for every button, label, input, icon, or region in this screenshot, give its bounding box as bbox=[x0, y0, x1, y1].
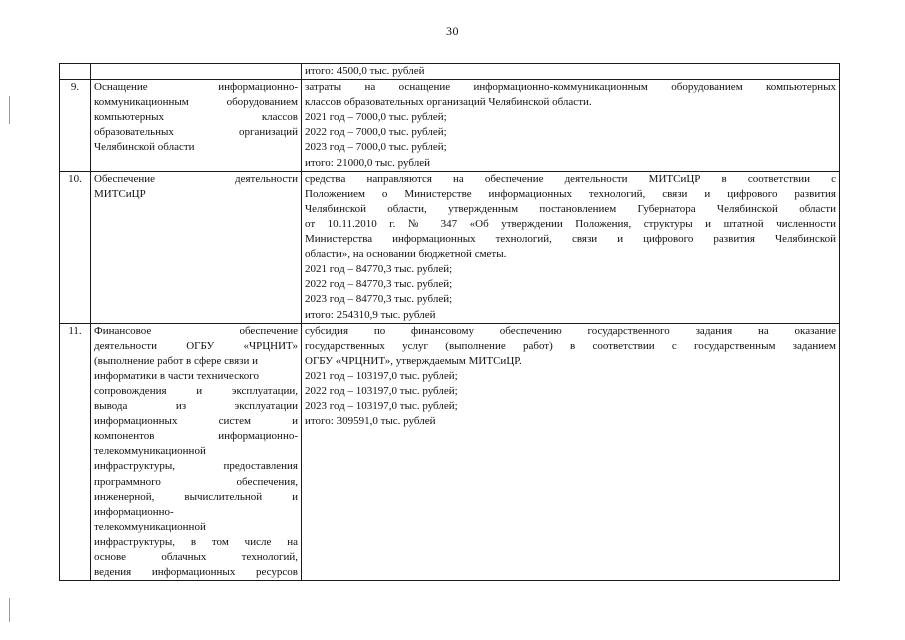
description-line: ОГБУ «ЧРЦНИТ», утверждаемым МИТСиЦР. bbox=[305, 354, 522, 367]
name-line: инфраструктуры, предоставления bbox=[94, 460, 298, 473]
activity-description-cell bbox=[302, 80, 840, 172]
description-line: Министерства информационных технологий, связи и цифрового развития Челябинской bbox=[305, 233, 836, 246]
description-line: 2022 год – 103197,0 тыс. рублей; bbox=[305, 384, 458, 397]
activity-description-cell bbox=[302, 64, 840, 80]
description-line: 2023 год – 103197,0 тыс. рублей; bbox=[305, 400, 458, 413]
name-line: ведения информационных ресурсов bbox=[94, 566, 298, 579]
name-line: Обеспечение деятельности bbox=[94, 172, 298, 185]
description-line: затраты на оснащение информационно-коммуникационным оборудованием компьютерных bbox=[305, 81, 836, 94]
name-line: (выполнение работ в сфере связи и bbox=[94, 354, 259, 367]
name-line: Челябинской области bbox=[94, 141, 195, 154]
name-line: компьютерных классов bbox=[94, 111, 298, 124]
name-line: телекоммуникационной bbox=[94, 520, 206, 533]
page-number: 30 bbox=[446, 24, 459, 38]
description-line: итого: 4500,0 тыс. рублей bbox=[305, 65, 425, 77]
row-number-cell: 10. bbox=[60, 171, 91, 323]
name-line: информационно- bbox=[94, 505, 174, 518]
table-row-10 bbox=[60, 171, 840, 323]
name-line: телекоммуникационной bbox=[94, 445, 206, 458]
row-number-cell: 9. bbox=[60, 80, 91, 172]
scan-edge-mark bbox=[9, 96, 10, 124]
name-line: Оснащение информационно- bbox=[94, 81, 298, 94]
description-line: 2021 год – 7000,0 тыс. рублей; bbox=[305, 111, 447, 124]
description-line: области», на основании бюджетной сметы. bbox=[305, 248, 507, 261]
activity-name-cell bbox=[91, 80, 302, 172]
table-row-continuation bbox=[60, 64, 840, 80]
activity-name-cell bbox=[91, 171, 302, 323]
description-line: 2022 год – 7000,0 тыс. рублей; bbox=[305, 126, 447, 139]
name-line: инженерной, вычислительной и bbox=[94, 490, 298, 503]
name-line: вывода из эксплуатации bbox=[94, 400, 298, 413]
row-number-cell: 11. bbox=[60, 323, 91, 581]
name-line: инфраструктуры, в том числе на bbox=[94, 535, 298, 548]
row-number-cell bbox=[60, 64, 91, 80]
description-line: Челябинской области, утвержденным постановлением Губернатора Челябинской области bbox=[305, 202, 836, 215]
description-line: итого: 254310,9 тыс. рублей bbox=[305, 308, 436, 321]
description-line: 2021 год – 103197,0 тыс. рублей; bbox=[305, 369, 458, 382]
scan-edge-mark bbox=[9, 598, 10, 622]
table-row-11 bbox=[60, 323, 840, 581]
description-line: средства направляются на обеспечение деятельности МИТСиЦР в соответствии с bbox=[305, 172, 836, 185]
name-line: коммуникационным оборудованием bbox=[94, 96, 298, 109]
name-line: МИТСиЦР bbox=[94, 187, 146, 200]
description-line: 2023 год – 7000,0 тыс. рублей; bbox=[305, 141, 447, 154]
activity-description-cell bbox=[302, 323, 840, 581]
description-line: итого: 309591,0 тыс. рублей bbox=[305, 415, 436, 428]
name-line: информатики в части технического bbox=[94, 369, 259, 382]
name-line: компонентов информационно- bbox=[94, 430, 298, 443]
description-line: субсидия по финансовому обеспечению государственного задания на оказание bbox=[305, 324, 836, 337]
activity-name-cell bbox=[91, 323, 302, 581]
activity-name-cell bbox=[91, 64, 302, 80]
description-line: классов образовательных организаций Челябинской области. bbox=[305, 96, 592, 109]
activity-description-cell bbox=[302, 171, 840, 323]
name-line: программного обеспечения, bbox=[94, 475, 298, 488]
name-line: сопровождения и эксплуатации, bbox=[94, 384, 298, 397]
description-line: итого: 21000,0 тыс. рублей bbox=[305, 156, 430, 169]
description-line: 2022 год – 84770,3 тыс. рублей; bbox=[305, 278, 453, 291]
name-line: основе облачных технологий, bbox=[94, 551, 298, 563]
description-line: 2021 год – 84770,3 тыс. рублей; bbox=[305, 263, 453, 276]
program-activities-table bbox=[59, 63, 840, 581]
table-row-9 bbox=[60, 80, 840, 172]
name-line: деятельности ОГБУ «ЧРЦНИТ» bbox=[94, 339, 298, 352]
name-line: образовательных организаций bbox=[94, 126, 298, 139]
description-line: от 10.11.2010 г. № 347 «Об утверждении Положения, структуры и штатной численности bbox=[305, 217, 836, 230]
name-line: Финансовое обеспечение bbox=[94, 324, 298, 337]
description-line: государственных услуг (выполнение работ) в соответствии с государственным заданием bbox=[305, 339, 836, 352]
description-line: 2023 год – 84770,3 тыс. рублей; bbox=[305, 293, 453, 306]
description-line: Положением о Министерстве информационных технологий, связи и цифрового развития bbox=[305, 187, 836, 200]
name-line: информационных систем и bbox=[94, 415, 298, 428]
